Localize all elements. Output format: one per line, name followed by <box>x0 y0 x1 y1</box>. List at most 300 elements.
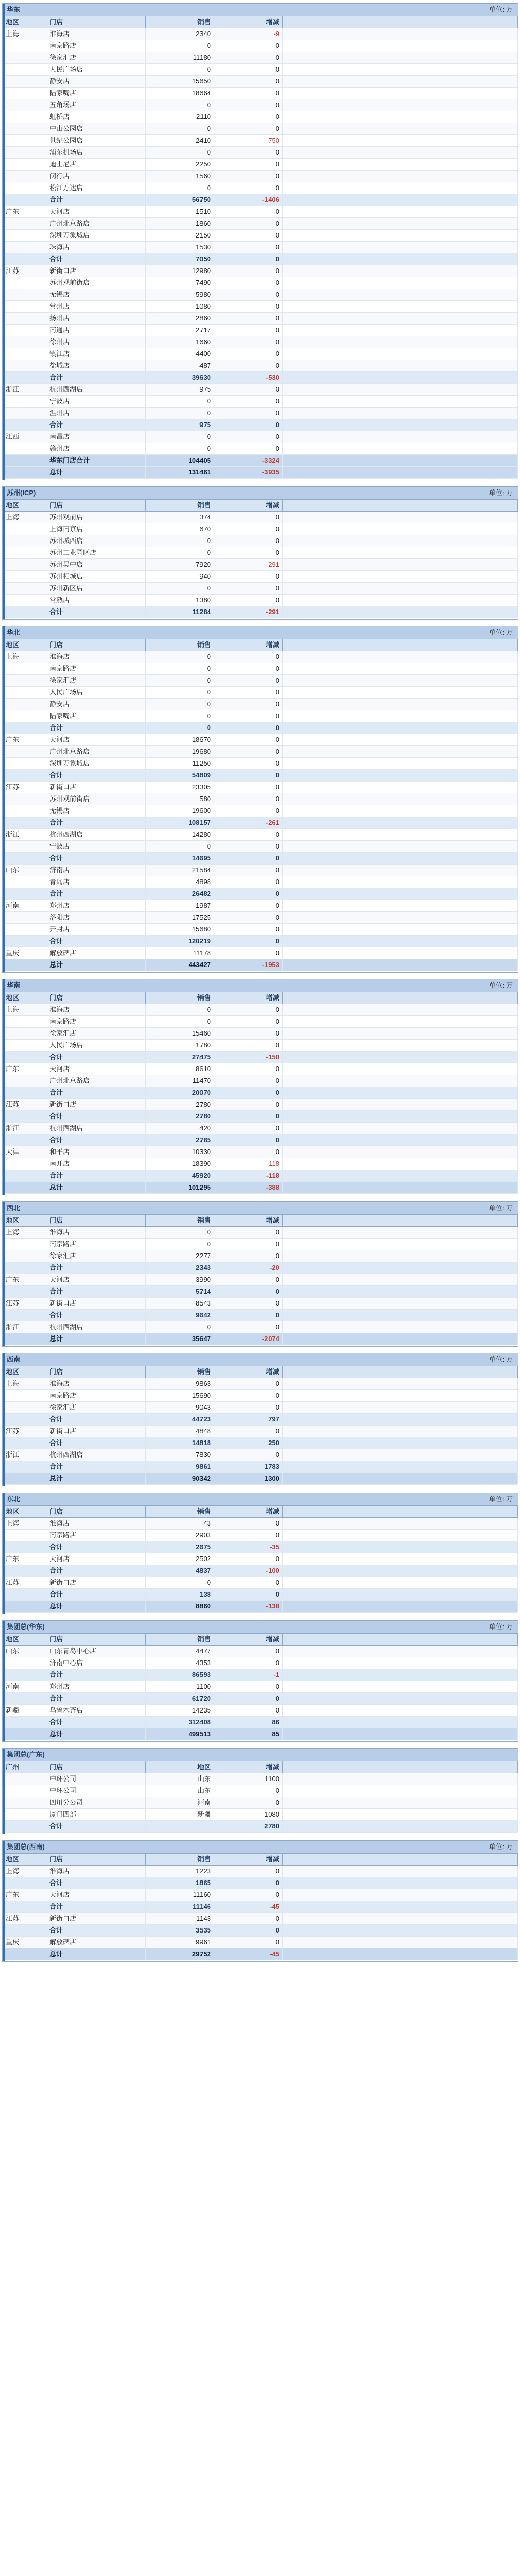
total-row[interactable] <box>3 1601 518 1613</box>
change-cell: 0 <box>214 1310 283 1321</box>
store-cell: 浦东机场店 <box>46 147 146 158</box>
table-row[interactable] <box>3 206 518 218</box>
subtotal-row[interactable] <box>3 1134 518 1146</box>
subtotal-row[interactable] <box>3 419 518 431</box>
row-filler <box>283 829 518 840</box>
region-cell <box>3 1669 46 1681</box>
change-cell: 0 <box>214 1040 283 1051</box>
subtotal-row[interactable] <box>3 1052 518 1063</box>
header-cell[interactable]: 地区 <box>146 1761 214 1773</box>
subtotal-row[interactable] <box>3 1901 518 1913</box>
header-cell[interactable]: 门店 <box>46 1634 146 1645</box>
table-row[interactable] <box>3 1773 518 1785</box>
table-row[interactable] <box>3 947 518 959</box>
sales-cell: 2717 <box>146 325 214 336</box>
table-row[interactable] <box>3 301 518 313</box>
table-row[interactable] <box>3 1553 518 1565</box>
table-row[interactable] <box>3 1402 518 1414</box>
table-row[interactable] <box>3 1646 518 1657</box>
row-filler <box>283 1239 518 1250</box>
unit-note: 单位: 万 <box>489 1495 513 1503</box>
table-row[interactable] <box>3 1099 518 1111</box>
store-cell: 四川分公司 <box>46 1797 146 1808</box>
table-row[interactable] <box>3 147 518 159</box>
row-filler <box>283 1925 518 1936</box>
table-row[interactable] <box>3 88 518 99</box>
header-cell[interactable]: 增减 <box>214 1854 283 1865</box>
table-row[interactable] <box>3 583 518 595</box>
table-row[interactable] <box>3 182 518 194</box>
header-cell[interactable]: 门店 <box>46 1854 146 1865</box>
sheet-accent <box>3 626 5 972</box>
subtotal-row[interactable] <box>3 1170 518 1182</box>
total-row[interactable] <box>3 455 518 467</box>
region-cell <box>3 1250 46 1262</box>
change-cell: -261 <box>214 817 283 828</box>
subtotal-row[interactable] <box>3 1087 518 1099</box>
sheet-header <box>3 992 518 1004</box>
table-row[interactable] <box>3 758 518 770</box>
header-cell[interactable]: 销售 <box>146 639 214 651</box>
header-cell[interactable]: 门店 <box>46 639 146 651</box>
region-cell <box>3 336 46 348</box>
table-row[interactable] <box>3 123 518 135</box>
region-cell: 上海 <box>3 1866 46 1877</box>
sheet-header <box>3 1854 518 1866</box>
header-cell[interactable]: 地区 <box>3 16 46 28</box>
total-row[interactable] <box>3 1728 518 1740</box>
table-row[interactable] <box>3 782 518 793</box>
change-cell: 0 <box>214 218 283 229</box>
row-filler <box>283 1797 518 1808</box>
row-filler <box>283 28 518 40</box>
table-row[interactable] <box>3 675 518 687</box>
table-row[interactable] <box>3 1274 518 1286</box>
header-cell[interactable]: 地区 <box>3 1506 46 1517</box>
subtotal-row[interactable] <box>3 853 518 865</box>
header-cell[interactable]: 销售 <box>146 992 214 1004</box>
table-row[interactable] <box>3 805 518 817</box>
change-cell: 0 <box>214 1646 283 1657</box>
header-cell[interactable]: 销售 <box>146 500 214 511</box>
subtotal-row[interactable] <box>3 1111 518 1123</box>
table-row[interactable] <box>3 360 518 372</box>
table-row[interactable] <box>3 396 518 408</box>
sales-cell: 1510 <box>146 206 214 217</box>
change-cell: 0 <box>214 431 283 443</box>
header-cell[interactable]: 门店 <box>46 500 146 511</box>
change-cell: -750 <box>214 135 283 146</box>
table-row[interactable] <box>3 1705 518 1717</box>
store-cell: 合计 <box>46 1170 146 1181</box>
subtotal-row[interactable] <box>3 1437 518 1449</box>
store-cell: 淮海店 <box>46 1004 146 1015</box>
sales-cell: 3990 <box>146 1274 214 1285</box>
table-row[interactable] <box>3 1657 518 1669</box>
row-filler <box>283 289 518 300</box>
region-cell <box>3 746 46 757</box>
row-filler <box>283 372 518 383</box>
table-row[interactable] <box>3 1239 518 1250</box>
header-cell[interactable]: 门店 <box>46 992 146 1004</box>
change-cell: 0 <box>214 936 283 947</box>
table-row[interactable] <box>3 1298 518 1310</box>
change-cell: 0 <box>214 1390 283 1401</box>
region-cell <box>3 559 46 570</box>
table-row[interactable] <box>3 384 518 396</box>
store-cell: 开封店 <box>46 924 146 935</box>
change-cell: 0 <box>214 805 283 817</box>
row-filler <box>283 1449 518 1461</box>
subtotal-row[interactable] <box>3 606 518 618</box>
table-row[interactable] <box>3 1785 518 1797</box>
store-cell: 温州店 <box>46 408 146 419</box>
table-row[interactable] <box>3 1040 518 1052</box>
header-cell[interactable]: 销售 <box>146 1366 214 1378</box>
table-row[interactable] <box>3 265 518 277</box>
store-cell: 合计 <box>46 1310 146 1321</box>
store-cell: 常熟店 <box>46 595 146 606</box>
table-row[interactable] <box>3 559 518 571</box>
subtotal-row[interactable] <box>3 1541 518 1553</box>
table-row[interactable] <box>3 76 518 88</box>
table-row[interactable] <box>3 651 518 663</box>
table-row[interactable] <box>3 841 518 853</box>
table-row[interactable] <box>3 1449 518 1461</box>
table-row[interactable] <box>3 242 518 253</box>
row-filler <box>283 1461 518 1472</box>
header-cell[interactable]: 地区 <box>3 992 46 1004</box>
region-cell <box>3 467 46 478</box>
row-filler <box>283 1111 518 1122</box>
subtotal-row[interactable] <box>3 1262 518 1274</box>
table-row[interactable] <box>3 571 518 583</box>
header-cell[interactable]: 增减 <box>214 1506 283 1517</box>
change-cell: -530 <box>214 372 283 383</box>
header-cell[interactable]: 增减 <box>214 639 283 651</box>
change-cell: 0 <box>214 912 283 923</box>
header-cell[interactable]: 门店 <box>46 1215 146 1226</box>
subtotal-row[interactable] <box>3 1877 518 1889</box>
subtotal-row[interactable] <box>3 1821 518 1833</box>
total-row[interactable] <box>3 1182 518 1194</box>
table-row[interactable] <box>3 547 518 559</box>
sales-cell: 27475 <box>146 1052 214 1063</box>
subtotal-row[interactable] <box>3 1717 518 1728</box>
subtotal-row[interactable] <box>3 817 518 829</box>
sales-cell: 2150 <box>146 230 214 241</box>
table-row[interactable] <box>3 1530 518 1541</box>
change-cell: 0 <box>214 1146 283 1158</box>
table-row[interactable] <box>3 218 518 230</box>
subtotal-row[interactable] <box>3 1461 518 1473</box>
subtotal-row[interactable] <box>3 194 518 206</box>
header-cell[interactable]: 门店 <box>46 1506 146 1517</box>
total-row[interactable] <box>3 467 518 479</box>
table-row[interactable] <box>3 1809 518 1821</box>
row-filler <box>283 467 518 478</box>
subtotal-row[interactable] <box>3 1310 518 1321</box>
table-row[interactable] <box>3 1797 518 1809</box>
region-cell: 上海 <box>3 1378 46 1389</box>
subtotal-row[interactable] <box>3 936 518 947</box>
region-cell <box>3 1773 46 1785</box>
table-row[interactable] <box>3 1250 518 1262</box>
header-cell[interactable]: 销售 <box>146 1854 214 1865</box>
table-row[interactable] <box>3 793 518 805</box>
table-row[interactable] <box>3 171 518 182</box>
header-cell[interactable]: 门店 <box>46 1366 146 1378</box>
sales-cell: 9043 <box>146 1402 214 1413</box>
store-cell: 徐家汇店 <box>46 675 146 686</box>
header-cell[interactable]: 增减 <box>214 16 283 28</box>
store-cell: 深圳万象城店 <box>46 758 146 769</box>
sales-cell: 3535 <box>146 1925 214 1936</box>
table-row[interactable] <box>3 1889 518 1901</box>
header-cell[interactable]: 增减 <box>214 1761 283 1773</box>
table-row[interactable] <box>3 159 518 171</box>
header-cell[interactable]: 地区 <box>3 1366 46 1378</box>
store-cell: 天河店 <box>46 1889 146 1901</box>
region-cell <box>3 876 46 888</box>
sales-cell: 11250 <box>146 758 214 769</box>
subtotal-row[interactable] <box>3 372 518 384</box>
sales-cell: 2410 <box>146 135 214 146</box>
total-row[interactable] <box>3 1948 518 1960</box>
row-filler <box>283 1577 518 1588</box>
unit-note: 单位: 万 <box>489 981 513 989</box>
table-row[interactable] <box>3 336 518 348</box>
change-cell: 0 <box>214 699 283 710</box>
table-row[interactable] <box>3 900 518 912</box>
region-cell: 广东 <box>3 734 46 745</box>
header-cell[interactable]: 门店 <box>46 1761 146 1773</box>
sales-cell: 9863 <box>146 1378 214 1389</box>
store-cell: 赣州店 <box>46 443 146 454</box>
sales-cell: 1223 <box>146 1866 214 1877</box>
table-row[interactable] <box>3 52 518 64</box>
sales-cell: 19680 <box>146 746 214 757</box>
table-row[interactable] <box>3 1577 518 1589</box>
store-cell: 南京路店 <box>46 1239 146 1250</box>
region-cell: 浙江 <box>3 1449 46 1461</box>
total-row[interactable] <box>3 1333 518 1345</box>
region-cell <box>3 1414 46 1425</box>
table-row[interactable] <box>3 595 518 606</box>
sheet-header <box>3 16 518 28</box>
store-cell: 厦门四部 <box>46 1809 146 1820</box>
header-cell[interactable]: 地区 <box>3 639 46 651</box>
region-cell <box>3 1461 46 1472</box>
header-cell[interactable]: 增减 <box>214 1215 283 1226</box>
region-cell: 江苏 <box>3 1913 46 1924</box>
table-row[interactable] <box>3 408 518 419</box>
header-cell[interactable]: 地区 <box>3 1634 46 1645</box>
subtotal-row[interactable] <box>3 1414 518 1426</box>
region-cell <box>3 1948 46 1960</box>
sales-cell: 499513 <box>146 1728 214 1740</box>
store-cell: 合计 <box>46 722 146 734</box>
subtotal-row[interactable] <box>3 1693 518 1705</box>
header-cell[interactable]: 销售 <box>146 1215 214 1226</box>
table-row[interactable] <box>3 313 518 325</box>
table-row[interactable] <box>3 1321 518 1333</box>
table-row[interactable] <box>3 876 518 888</box>
row-filler <box>283 606 518 618</box>
region-cell: 浙江 <box>3 384 46 395</box>
table-row[interactable] <box>3 1518 518 1530</box>
table-row[interactable] <box>3 135 518 147</box>
table-row[interactable] <box>3 1016 518 1028</box>
store-cell: 常州店 <box>46 301 146 312</box>
table-row[interactable] <box>3 687 518 699</box>
subtotal-row[interactable] <box>3 1925 518 1937</box>
row-filler <box>283 947 518 959</box>
header-cell[interactable]: 地区 <box>3 1854 46 1865</box>
row-filler <box>283 912 518 923</box>
table-row[interactable] <box>3 1146 518 1158</box>
table-row[interactable] <box>3 1681 518 1693</box>
change-cell: 0 <box>214 443 283 454</box>
region-cell <box>3 194 46 206</box>
table-row[interactable] <box>3 1063 518 1075</box>
change-cell: 0 <box>214 1693 283 1704</box>
header-cell[interactable]: 增减 <box>214 1634 283 1645</box>
header-cell[interactable]: 地区 <box>3 1215 46 1226</box>
table-row[interactable] <box>3 230 518 242</box>
table-row[interactable] <box>3 1378 518 1390</box>
sales-cell: 0 <box>146 147 214 158</box>
subtotal-row[interactable] <box>3 770 518 782</box>
change-cell: 0 <box>214 1426 283 1437</box>
table-row[interactable] <box>3 289 518 301</box>
table-row[interactable] <box>3 1390 518 1402</box>
change-cell: 1783 <box>214 1461 283 1472</box>
table-row[interactable] <box>3 1866 518 1877</box>
table-row[interactable] <box>3 710 518 722</box>
subtotal-row[interactable] <box>3 1669 518 1681</box>
header-cell[interactable]: 销售 <box>146 1634 214 1645</box>
change-cell: 0 <box>214 40 283 52</box>
store-cell: 宁波店 <box>46 396 146 407</box>
subtotal-row[interactable] <box>3 253 518 265</box>
store-cell: 解放碑店 <box>46 1937 146 1948</box>
table-row[interactable] <box>3 829 518 841</box>
table-row[interactable] <box>3 443 518 455</box>
region-cell <box>3 1158 46 1170</box>
change-cell: -45 <box>214 1901 283 1912</box>
region-cell <box>3 325 46 336</box>
subtotal-row[interactable] <box>3 1286 518 1298</box>
table-row[interactable] <box>3 523 518 535</box>
table-row[interactable] <box>3 64 518 76</box>
store-cell: 合计 <box>46 1541 146 1553</box>
table-row[interactable] <box>3 1004 518 1016</box>
region-cell <box>3 111 46 123</box>
table-row[interactable] <box>3 1158 518 1170</box>
sales-cell: 1080 <box>146 301 214 312</box>
region-cell <box>3 663 46 674</box>
total-row[interactable] <box>3 1473 518 1485</box>
table-row[interactable] <box>3 734 518 746</box>
table-row[interactable] <box>3 1426 518 1437</box>
header-cell[interactable]: 地区 <box>3 500 46 511</box>
region-cell <box>3 1286 46 1297</box>
table-row[interactable] <box>3 924 518 936</box>
table-row[interactable] <box>3 1227 518 1239</box>
header-cell[interactable]: 门店 <box>46 16 146 28</box>
sales-cell: 5980 <box>146 289 214 300</box>
region-cell <box>3 289 46 300</box>
header-cell[interactable]: 增减 <box>214 992 283 1004</box>
table-row[interactable] <box>3 40 518 52</box>
table-row[interactable] <box>3 431 518 443</box>
table-row[interactable] <box>3 99 518 111</box>
sheet-title-text: 华北 <box>7 629 21 636</box>
sales-cell: 15460 <box>146 1028 214 1039</box>
table-row[interactable] <box>3 1075 518 1087</box>
row-filler <box>283 1866 518 1877</box>
sales-cell: 0 <box>146 699 214 710</box>
unit-note: 单位: 万 <box>489 1843 513 1851</box>
row-filler <box>283 1565 518 1577</box>
header-cell[interactable]: 销售 <box>146 1506 214 1517</box>
table-row[interactable] <box>3 912 518 924</box>
header-cell[interactable]: 增减 <box>214 500 283 511</box>
change-cell: -291 <box>214 606 283 618</box>
table-row[interactable] <box>3 746 518 758</box>
table-row[interactable] <box>3 663 518 675</box>
store-cell: 山东青岛中心店 <box>46 1646 146 1657</box>
table-row[interactable] <box>3 277 518 289</box>
subtotal-row[interactable] <box>3 1565 518 1577</box>
header-cell[interactable]: 广州 <box>3 1761 46 1773</box>
table-row[interactable] <box>3 699 518 710</box>
header-cell[interactable]: 增减 <box>214 1366 283 1378</box>
subtotal-row[interactable] <box>3 722 518 734</box>
row-filler <box>283 758 518 769</box>
table-row[interactable] <box>3 1937 518 1948</box>
table-row[interactable] <box>3 512 518 523</box>
header-cell[interactable]: 销售 <box>146 16 214 28</box>
store-cell: 合计 <box>46 888 146 900</box>
header-filler <box>283 1215 518 1226</box>
sales-cell: 2343 <box>146 1262 214 1274</box>
subtotal-row[interactable] <box>3 888 518 900</box>
sales-cell: 0 <box>146 408 214 419</box>
total-row[interactable] <box>3 959 518 971</box>
sales-cell: 0 <box>146 663 214 674</box>
table-row[interactable] <box>3 535 518 547</box>
table-row[interactable] <box>3 1913 518 1925</box>
region-cell <box>3 853 46 864</box>
sales-cell: 0 <box>146 1016 214 1027</box>
table-row[interactable] <box>3 1123 518 1134</box>
table-row[interactable] <box>3 348 518 360</box>
change-cell: 0 <box>214 336 283 348</box>
sales-cell: 0 <box>146 710 214 722</box>
table-row[interactable] <box>3 865 518 876</box>
region-cell <box>3 99 46 111</box>
table-row[interactable] <box>3 325 518 336</box>
row-filler <box>283 111 518 123</box>
table-row[interactable] <box>3 28 518 40</box>
row-filler <box>283 675 518 686</box>
table-row[interactable] <box>3 1028 518 1040</box>
subtotal-row[interactable] <box>3 1589 518 1601</box>
sales-cell: 2502 <box>146 1553 214 1565</box>
table-row[interactable] <box>3 111 518 123</box>
